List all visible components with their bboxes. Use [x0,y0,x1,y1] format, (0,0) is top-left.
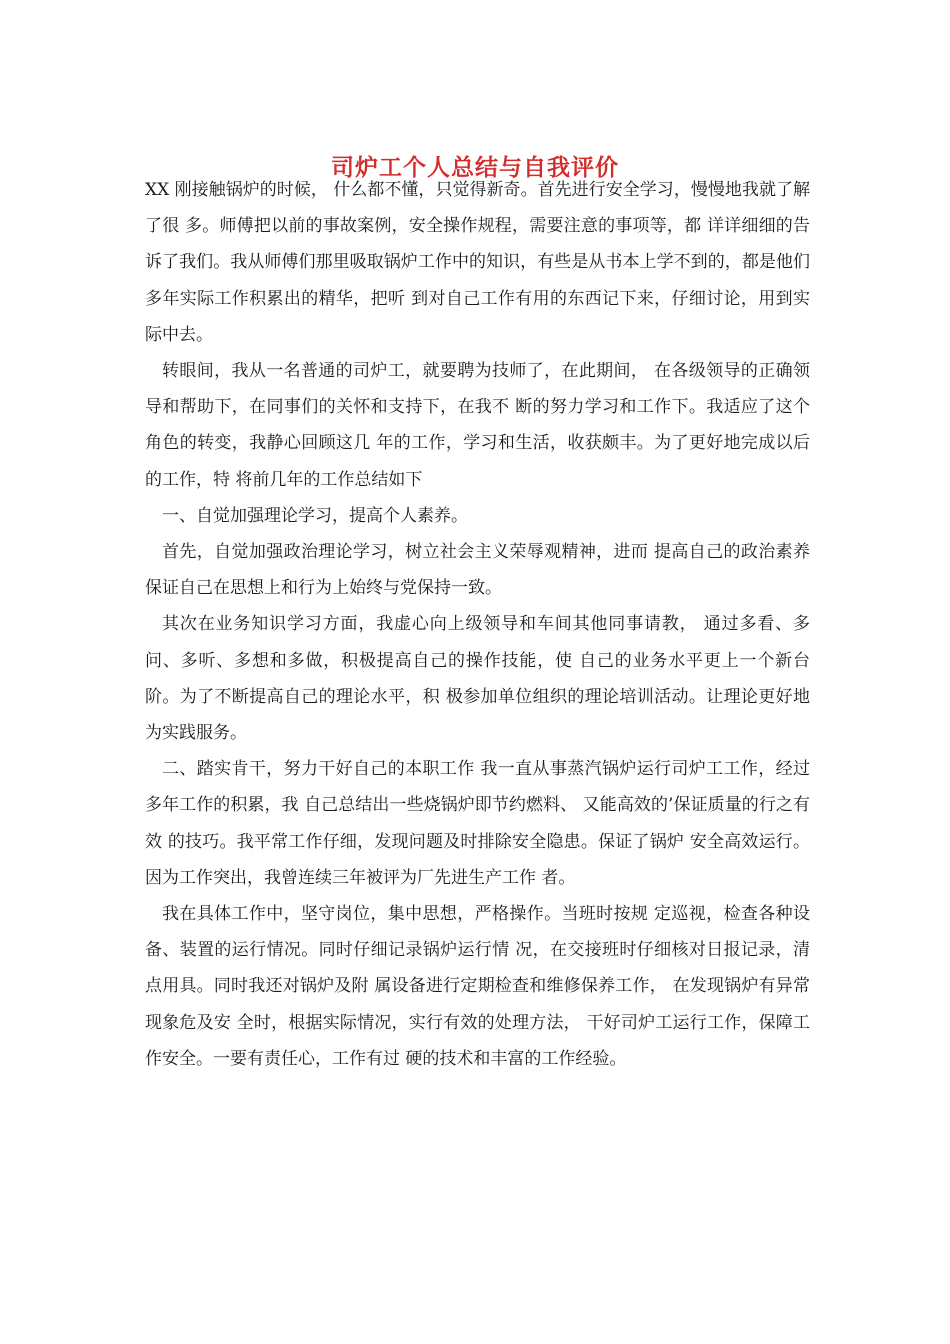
document-body [145,172,810,1077]
paragraph: XX 刚接触锅炉的时候， 什么都不懂，只觉得新奇。首先进行安全学习，慢慢地我就了解了很 多。师傅把以前的事故案例，安全操作规程，需要注意的事项等，都 详详细细的告诉了我们。我从师傅们那里吸取锅炉工作中的知识，有些是从书本上学不到的，都是他们多年实际工作积累出的精华，把听 到对自己工作有用的东西记下来，仔细讨论，用到实际中去。 [145,180,810,345]
paragraph: 其次在业务知识学习方面，我虚心向上级领导和车间其他同事请教， 通过多看、多问、多听、多想和多做，积极提高自己的操作技能，使 自己的业务水平更上一个新台阶。为了不断提高自己的理论水平，积 极参加单位组织的理论培训活动。让理论更好地为实践服务。 [145,614,810,744]
paragraph: 转眼间，我从一名普通的司炉工，就要聘为技师了，在此期间， 在各级领导的正确领导和帮助下，在同事们的关怀和支持下，在我不 断的努力学习和工作下。我适应了这个角色的转变，我静心回顾这几 年的工作，学习和生活，收获颇丰。为了更好地完成以后的工作，特 将前几年的工作总结如下 [145,361,810,490]
paragraph: 二、踏实肯干，努力干好自己的本职工作 我一直从事蒸汽锅炉运行司炉工工作，经过多年工作的积累，我 自己总结出一些烧锅炉即节约燃料、 又能高效的’保证质量的行之有效 的技巧。我平常工作仔细，发现问题及时排除安全隐患。保证了锅炉 安全高效运行。因为工作突出，我曾连续三年被评为厂先进生产工作 者。 [145,759,810,888]
document-title: 司炉工个人总结与自我评价 [331,154,619,181]
paragraph: 首先，自觉加强政治理论学习，树立社会主义荣辱观精神，进而 提高自己的政治素养保证自己在思想上和行为上始终与党保持一致。 [145,542,810,599]
section-heading: 一、自觉加强理论学习，提高个人素养。 [162,505,468,526]
paragraph: 我在具体工作中，坚守岗位，集中思想，严格操作。当班时按规 定巡视，检查各种设备、装置的运行情况。同时仔细记录锅炉运行情 况，在交接班时仔细核对日报记录，清点用具。同时我还对锅炉及附 属设备进行定期检查和维修保养工作， 在发现锅炉有异常现象危及安 全时，根据实际情况，实行有效的处理方法， 干好司炉工运行工作，保障工作安全。一要有责任心，工作有过 硬的技术和丰富的工作经验。 [145,904,810,1069]
